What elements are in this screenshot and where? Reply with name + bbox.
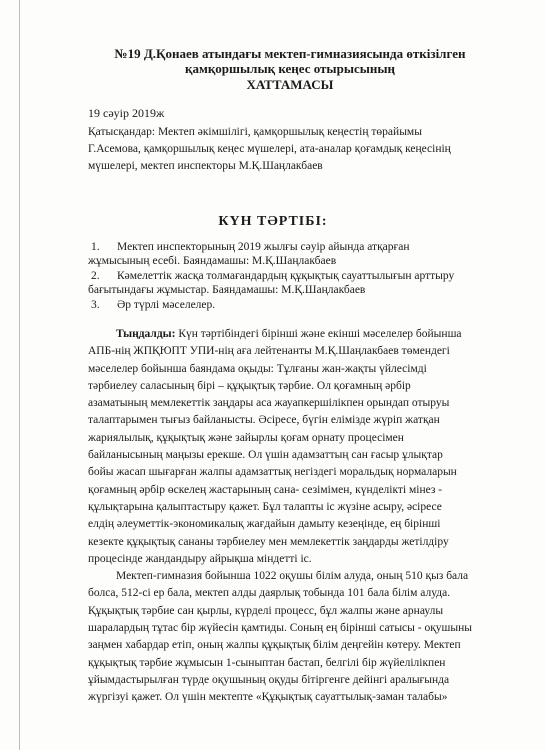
body-text: азаматының мемлекеттік заңдары аса жауапкершілікпен орындап отыруы (88, 397, 450, 410)
body-text-line (88, 412, 498, 429)
body-text-line (88, 516, 498, 533)
body-text: жүргізуі қажет. Ол үшін мектепте «Құқықтық сауаттылық-заман талабы» (88, 691, 448, 704)
paragraph-heard (88, 326, 498, 568)
agenda-item-text-cont: жұмысының есебі. Баяндамашы: М.Қ.Шаңлакбаев (88, 255, 337, 267)
body-text-line (88, 447, 498, 464)
body-text: шаралардың тұтас бір жүйесін қамтиды. Соның ең бірінші сатысы - оқушыны (88, 622, 473, 635)
agenda-item-number: 2. (91, 270, 100, 282)
body-text: бойы жасап шығарған жалпы адамзаттық негіздегі моральдық нормаларын (88, 466, 457, 479)
agenda-item-text: Әр түрлі мәселелер. (117, 299, 216, 311)
body-text-line (88, 482, 498, 499)
body-text: Мектеп-гимназия бойынша 1022 оқушы білім алуда, оның 510 қыз бала (116, 570, 469, 583)
body-text: құқықтық тәрбие жұмысын 1-сыныптан бастап, белгілі бір жүйелілікпен (88, 656, 446, 669)
body-text-line (88, 464, 498, 481)
body-text: Құқықтық тәрбие сан қырлы, күрделі процесс, бұл жалпы және арнаулы (88, 604, 444, 617)
body-text-line (88, 343, 498, 360)
body-text: АПБ-нің ЖПҚЮПТ УПИ-нің аға лейтенанты М.Қ.Шаңлакбаев төмендегі (88, 345, 450, 358)
body-text-line (88, 585, 498, 602)
body-text-line (88, 430, 498, 447)
body-text: заңмен хабардар етіп, оның жалпы құқықтық білім деңгейін көтеру. Мектеп (88, 639, 461, 652)
attendees (88, 124, 488, 175)
agenda-item (88, 298, 488, 312)
agenda-item-text: Мектеп инспекторының 2019 жылғы сәуір айында атқарған (117, 241, 410, 253)
attendees-line: Қатысқандар: Мектеп әкімшілігі, қамқоршылық кеңестің төрайымы (88, 126, 422, 138)
attendees-line: мүшелері, мектеп инспекторы М.Қ.Шаңлакбаев (88, 160, 323, 172)
body-text: тәрбиелеу саласының бірі – құқықтық тәрбие. Ол қоғамның әрбір (88, 379, 411, 392)
body-text-line (88, 689, 498, 706)
minutes-body (88, 326, 498, 707)
body-text-line (88, 551, 498, 568)
agenda-title: КҮН ТӘРТІБІ: (218, 214, 328, 229)
body-text-line (88, 378, 498, 395)
body-text: қоғамның әрбір өскелең жастарының сана- сезімімен, күнделікті мінез - (88, 483, 443, 496)
body-text-line (88, 568, 498, 585)
body-text: ұйымдастырылған түрде оқушының оқуды бітіргенге дейінгі аралығында (88, 673, 450, 686)
body-text-line (88, 672, 498, 689)
body-text: елдің әлеуметтік-экономикалық жағдайын дамыту кезеңінде, ең бірінші (88, 518, 441, 531)
body-text: құлықтарына қалыптастыру қажет. Бұл талапты іс жүзіне асыру, әсіресе (88, 500, 442, 513)
agenda-item (88, 240, 488, 268)
body-text: болса, 512-сі ер бала, мектеп алды даярлық тобында 101 бала білім алуда. (88, 587, 451, 600)
body-text: талаптарымен тығыз байланысты. Әсіресе, бүгін елімізде жүріп жатқан (88, 414, 440, 427)
header-line-1: №19 Д.Қонаев атындағы мектеп-гимназиясында өткізілген (114, 46, 466, 61)
scan-edge-line (19, 0, 20, 750)
body-text: мәселелер бойынша баяндама оқыды: Тұлғаны жан-жақты үйлесімді (88, 362, 427, 375)
header-line-3: ХАТТАМАСЫ (246, 77, 334, 92)
body-text-line (88, 534, 498, 551)
agenda-list (88, 240, 488, 313)
agenda-item-number: 3. (91, 299, 100, 311)
paragraph-school-stats (88, 568, 498, 706)
body-text: кезекте құқықтық сананы тәрбиелеу мен мемлекеттік заңдарды жетілдіру (88, 535, 449, 548)
body-text-line (88, 361, 498, 378)
heard-label: Тыңдалды: (116, 328, 176, 340)
body-text-line (88, 499, 498, 516)
body-text-line (88, 326, 498, 343)
body-text: процесінде жандандыру айрықша міндетті іс. (88, 552, 312, 565)
body-text-line (88, 603, 498, 620)
body-text-line (88, 655, 498, 672)
body-text: Күн тәртібіндегі бірінші және екінші мәселелер бойынша (175, 328, 462, 340)
agenda-item-text: Кәмелеттік жасқа толмағандардың құқықтық сауаттылығын арттыру (117, 270, 455, 282)
body-text-line (88, 620, 498, 637)
body-text-line (88, 395, 498, 412)
attendees-line: Г.Асемова, қамқоршылық кеңес мүшелері, ата-аналар қоғамдық кеңесінің (88, 143, 451, 155)
agenda-item-number: 1. (91, 241, 100, 253)
body-text-line (88, 637, 498, 654)
agenda-item-text-cont: бағытындағы жұмыстар. Баяндамашы: М.Қ.Шаңлакбаев (88, 284, 366, 296)
header-line-2: қамқоршылық кеңес отырысының (184, 61, 396, 76)
meeting-date: 19 сәуір 2019ж (88, 106, 165, 120)
body-text: байланысының маңызы ерекше. Ол үшін адамзаттың сан ғасыр ұлықтар (88, 449, 443, 462)
agenda-item (88, 269, 488, 297)
body-text: жариялылық, құқықтық және зайырлы қоғам орнату процесімен (88, 431, 404, 444)
